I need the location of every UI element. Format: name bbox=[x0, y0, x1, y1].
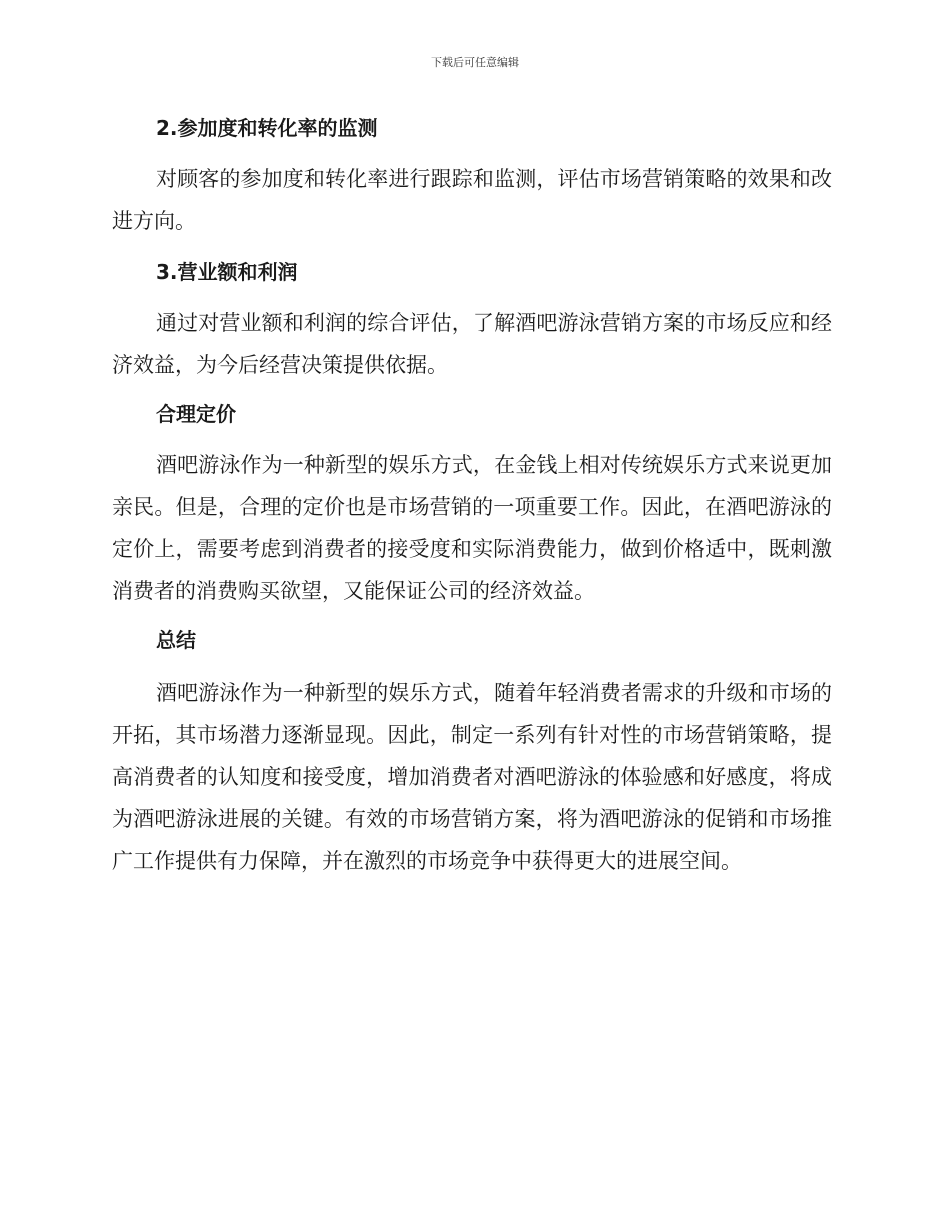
section-heading-summary: 总结 bbox=[156, 628, 196, 652]
section-heading-pricing: 合理定价 bbox=[156, 402, 236, 426]
page-header-note: 下载后可任意编辑 bbox=[431, 56, 519, 69]
section-paragraph-revenue: 通过对营业额和利润的综合评估，了解酒吧游泳营销方案的市场反应和经济效益，为今后经营决策提供依据。 bbox=[112, 311, 832, 377]
section-heading-monitoring: 2.参加度和转化率的监测 bbox=[156, 116, 378, 140]
section-paragraph-pricing: 酒吧游泳作为一种新型的娱乐方式，在金钱上相对传统娱乐方式来说更加亲民。但是，合理的定价也是市场营销的一项重要工作。因此，在酒吧游泳的定价上，需要考虑到消费者的接受度和实际消费能力，做到价格适中，既刺激消费者的消费购买欲望，又能保证公司的经济效益。 bbox=[112, 453, 832, 603]
section-paragraph-monitoring: 对顾客的参加度和转化率进行跟踪和监测，评估市场营销策略的效果和改进方向。 bbox=[112, 167, 832, 233]
section-paragraph-summary: 酒吧游泳作为一种新型的娱乐方式，随着年轻消费者需求的升级和市场的开拓，其市场潜力逐渐显现。因此，制定一系列有针对性的市场营销策略，提高消费者的认知度和接受度，增加消费者对酒吧游泳的体验感和好感度，将成为酒吧游泳进展的关键。有效的市场营销方案，将为酒吧游泳的促销和市场推广工作提供有力保障，并在激烈的市场竞争中获得更大的进展空间。 bbox=[112, 681, 832, 873]
section-heading-revenue: 3.营业额和利润 bbox=[156, 260, 298, 284]
document-body bbox=[112, 108, 832, 890]
